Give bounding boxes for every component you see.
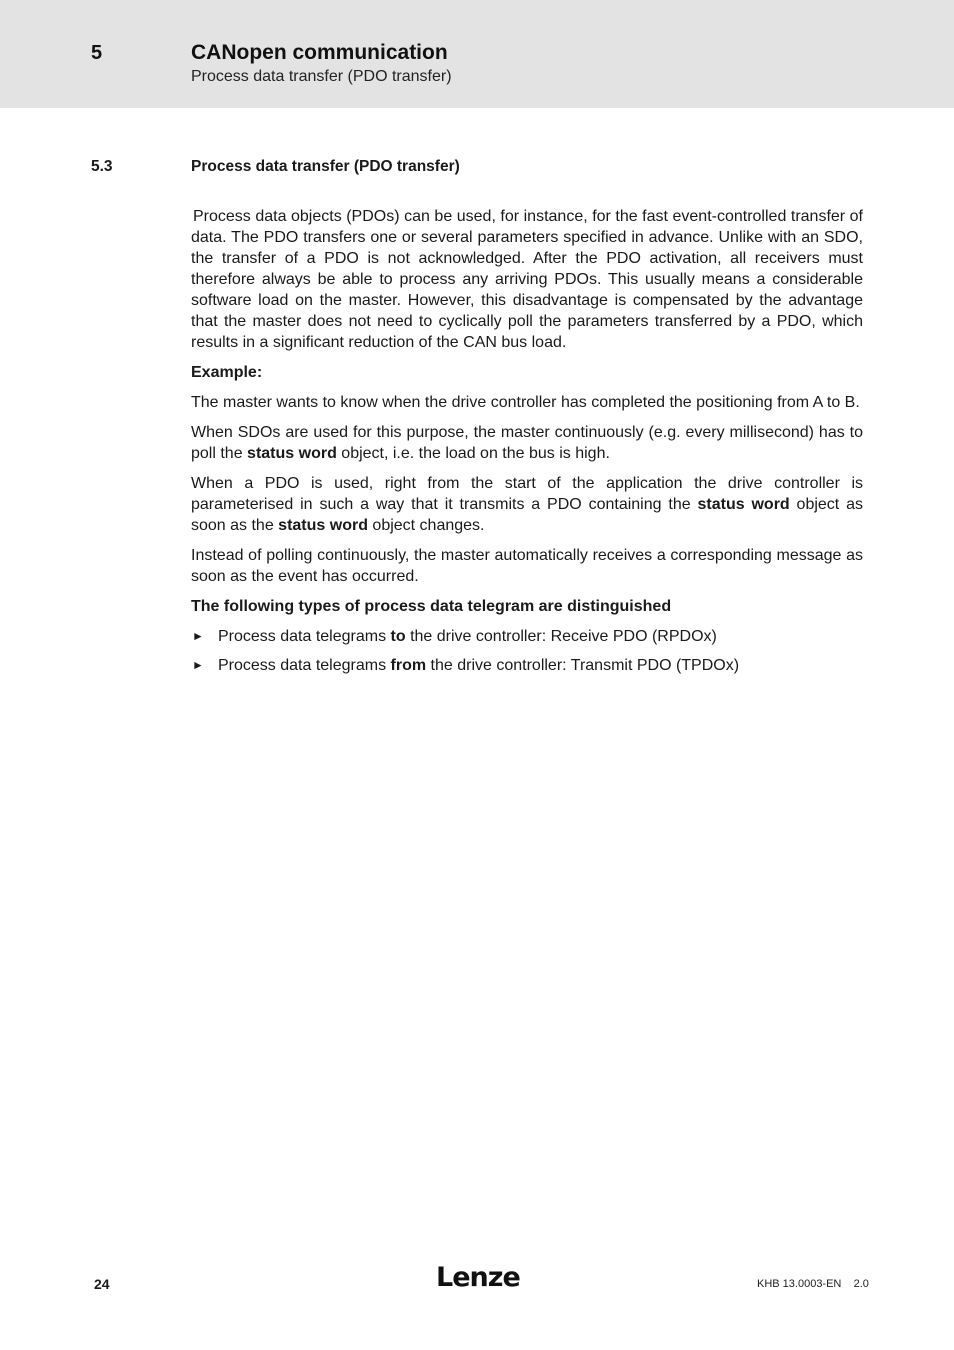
list-item — [191, 655, 863, 676]
sdo-paragraph — [191, 422, 863, 464]
sdo-status-word: status word — [247, 445, 337, 462]
example-paragraph: The master wants to know when the drive controller has completed the positioning from A to B. — [191, 394, 860, 411]
chapter-title: CANopen communication — [191, 41, 448, 64]
section-title: Process data transfer (PDO transfer) — [191, 158, 460, 175]
example-heading: Example: — [191, 364, 263, 381]
instead-paragraph: Instead of polling continuously, the master automatically receives a corresponding message as soon as the event has occurred. — [191, 547, 863, 585]
telegram-type-list — [191, 626, 863, 676]
bullet-text-post: the drive controller: Transmit PDO (TPDOx) — [426, 657, 740, 674]
sdo-text-post: object, i.e. the load on the bus is high. — [336, 445, 610, 462]
bullet-bold: to — [390, 628, 406, 645]
body-content — [191, 206, 863, 684]
bullet-arrow-icon: ► — [192, 658, 204, 672]
types-heading: The following types of process data telegram are distinguished — [191, 598, 672, 615]
bullet-arrow-icon: ► — [192, 629, 204, 643]
section-number: 5.3 — [91, 158, 113, 175]
pdo-paragraph — [191, 473, 863, 536]
sdo-text-pre: When SDOs are used for this purpose, the master continuously (e.g. every millisecond) has to poll the — [191, 424, 863, 462]
page-number: 24 — [94, 1276, 110, 1292]
lenze-logo: Lenze — [436, 1262, 520, 1293]
document-id: KHB 13.0003-EN 2.0 — [757, 1278, 869, 1290]
chapter-subtitle: Process data transfer (PDO transfer) — [191, 68, 452, 85]
bullet-text-pre: Process data telegrams — [218, 628, 391, 645]
bullet-bold: from — [390, 657, 427, 674]
pdo-text-post: object changes. — [367, 517, 485, 534]
chapter-number: 5 — [91, 42, 103, 64]
bullet-text-pre: Process data telegrams — [218, 657, 391, 674]
bullet-text-post: the drive controller: Receive PDO (RPDOx) — [405, 628, 717, 645]
header-band — [0, 0, 954, 108]
pdo-text-pre: When a PDO is used, right from the start of the application the drive controller is parameterised in such a way that it transmits a PDO containing the — [191, 475, 863, 513]
pdo-status-word-1: status word — [697, 496, 790, 513]
list-item — [191, 626, 863, 647]
intro-paragraph: Process data objects (PDOs) can be used, for instance, for the fast event-controlled transfer of data. The PDO transfers one or several parameters specified in advance. Unlike with an SDO, the transfer of a PDO is not acknowledged. After the PDO activation, all receivers must therefore always be able to process any arriving PDOs. This usually means a considerable software load on the master. However, this disadvantage is compensated by the advantage that the master does not need to cyclically poll the parameters transferred by a PDO, which results in a significant reduction of the CAN bus load. — [191, 208, 863, 351]
pdo-text-mid: object as soon as the — [191, 496, 864, 534]
pdo-status-word-2: status word — [278, 517, 368, 534]
